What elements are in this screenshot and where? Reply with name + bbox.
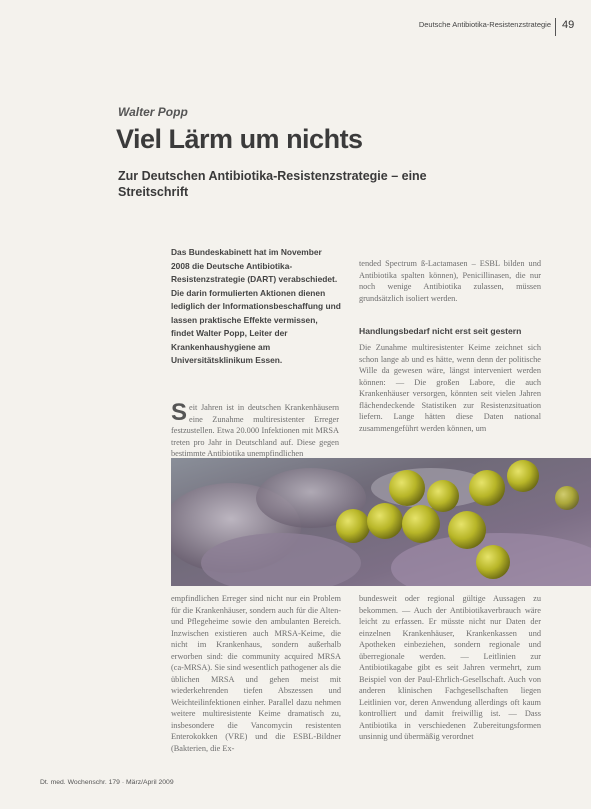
page-number: 49 xyxy=(562,19,575,31)
body-paragraph: bundesweit oder regional gültige Aussagen zu bekommen. — Auch der Antibiotikaverbrauch wäre leicht zu erfassen. Er müsste nicht nur Daten der einzelnen Krankenhäuser, Krankenkassen und Apotheken einbeziehen, sondern regionale und überregionale werden. — Leitlinien zur Antibiotikagabe gibt es seit Jahren vermehrt, zum Beispiel von der Paul-Ehrlich-Gesellschaft. Auch von anderen klinischen Fachgesellschaften liegen Leitlinien vor, deren Anwendung allerdings oft kaum kontrolliert und damit freiwillig ist. — Dass Antibiotika in verschiedenen Zubereitungsformen unsinnig und übermäßig verordnet xyxy=(359,594,541,741)
running-head xyxy=(0,18,591,34)
body-paragraph: empfindlichen Erreger sind nicht nur ein Problem für die Krankenhäuser, sondern auch für die Alten- und Pflegeheime sowie den ambulanten Bereich. Inzwischen existieren auch MRSA-Keime, die nicht im Krankenhaus, sondern außerhalb erworben sind: die community acquired MRSA (ca-MRSA). Sie sind wesentlich pathogener als die üblichen MRSA und gehen meist mit wiederkehrenden tiefen Abszessen und Weichteilinfektionen einher. Parallel dazu nehmen weitere multiresistente Keime dramatisch zu, insbesondere die Vancomycin resistenten Enterokokken (VRE) und die ESBL-Bildner (Bakterien, die Ex- xyxy=(171,594,341,753)
body-column-left-bottom xyxy=(171,593,341,754)
running-head-divider xyxy=(555,18,556,36)
body-paragraph: tended Spectrum ß-Lactamasen – ESBL bilden und Antibiotika spalten können), Penicillinasen, die nur noch wenige Antibiotika zulassen, müssen grundsätzlich isoliert werden. xyxy=(359,259,541,303)
bacteria-micrograph-image xyxy=(171,458,591,586)
body-column-right-mid xyxy=(359,342,541,434)
section-heading: Handlungsbedarf nicht erst seit gestern xyxy=(359,326,522,336)
article-subtitle: Zur Deutschen Antibiotika-Resistenzstrategie – eine Streitschrift xyxy=(118,169,427,199)
micrograph-illustration xyxy=(171,458,591,586)
body-column-left-top xyxy=(171,399,339,460)
body-column-right-bottom xyxy=(359,593,541,743)
page-footer: Dt. med. Wochenschr. 179 · März/April 2009 xyxy=(40,779,174,786)
drop-cap: S xyxy=(171,399,188,426)
body-column-right-top xyxy=(359,258,541,304)
article-lead: Das Bundeskabinett hat im November 2008 die Deutsche Antibiotika-Resistenzstrategie (DART) verabschiedet. Die darin formulierten Aktionen dienen lediglich der Informationsbeschaffung und lassen praktische Effekte vermissen, findet Walter Popp, Leiter der Krankenhaushygiene am Universitätsklinikum Essen. xyxy=(171,247,341,365)
running-head-title: Deutsche Antibiotika-Resistenzstrategie xyxy=(418,20,551,29)
body-paragraph: Die Zunahme multiresistenter Keime zeichnet sich schon lange ab und es hätte, wenn denn der politische Wille da gewesen wäre, längst interveniert werden können: — Die großen Labore, die auch Krankenhäuser versorgen, könnten seit vielen Jahren flächendeckende Statistiken zur Resistenzsituation liefern. Lange hätten diese Daten national zusammengeführt werden können, um xyxy=(359,343,541,433)
article-title: Viel Lärm um nichts xyxy=(116,124,363,154)
article-author: Walter Popp xyxy=(118,105,188,119)
body-paragraph: eit Jahren ist in deutschen Krankenhäusern eine Zunahme multiresistenter Erreger festzustellen. Etwa 20.000 Infektionen mit MRSA treten pro Jahr in Deutschland auf. Diese gegen bestimmte Antibiotika unempfindlichen xyxy=(171,403,339,458)
